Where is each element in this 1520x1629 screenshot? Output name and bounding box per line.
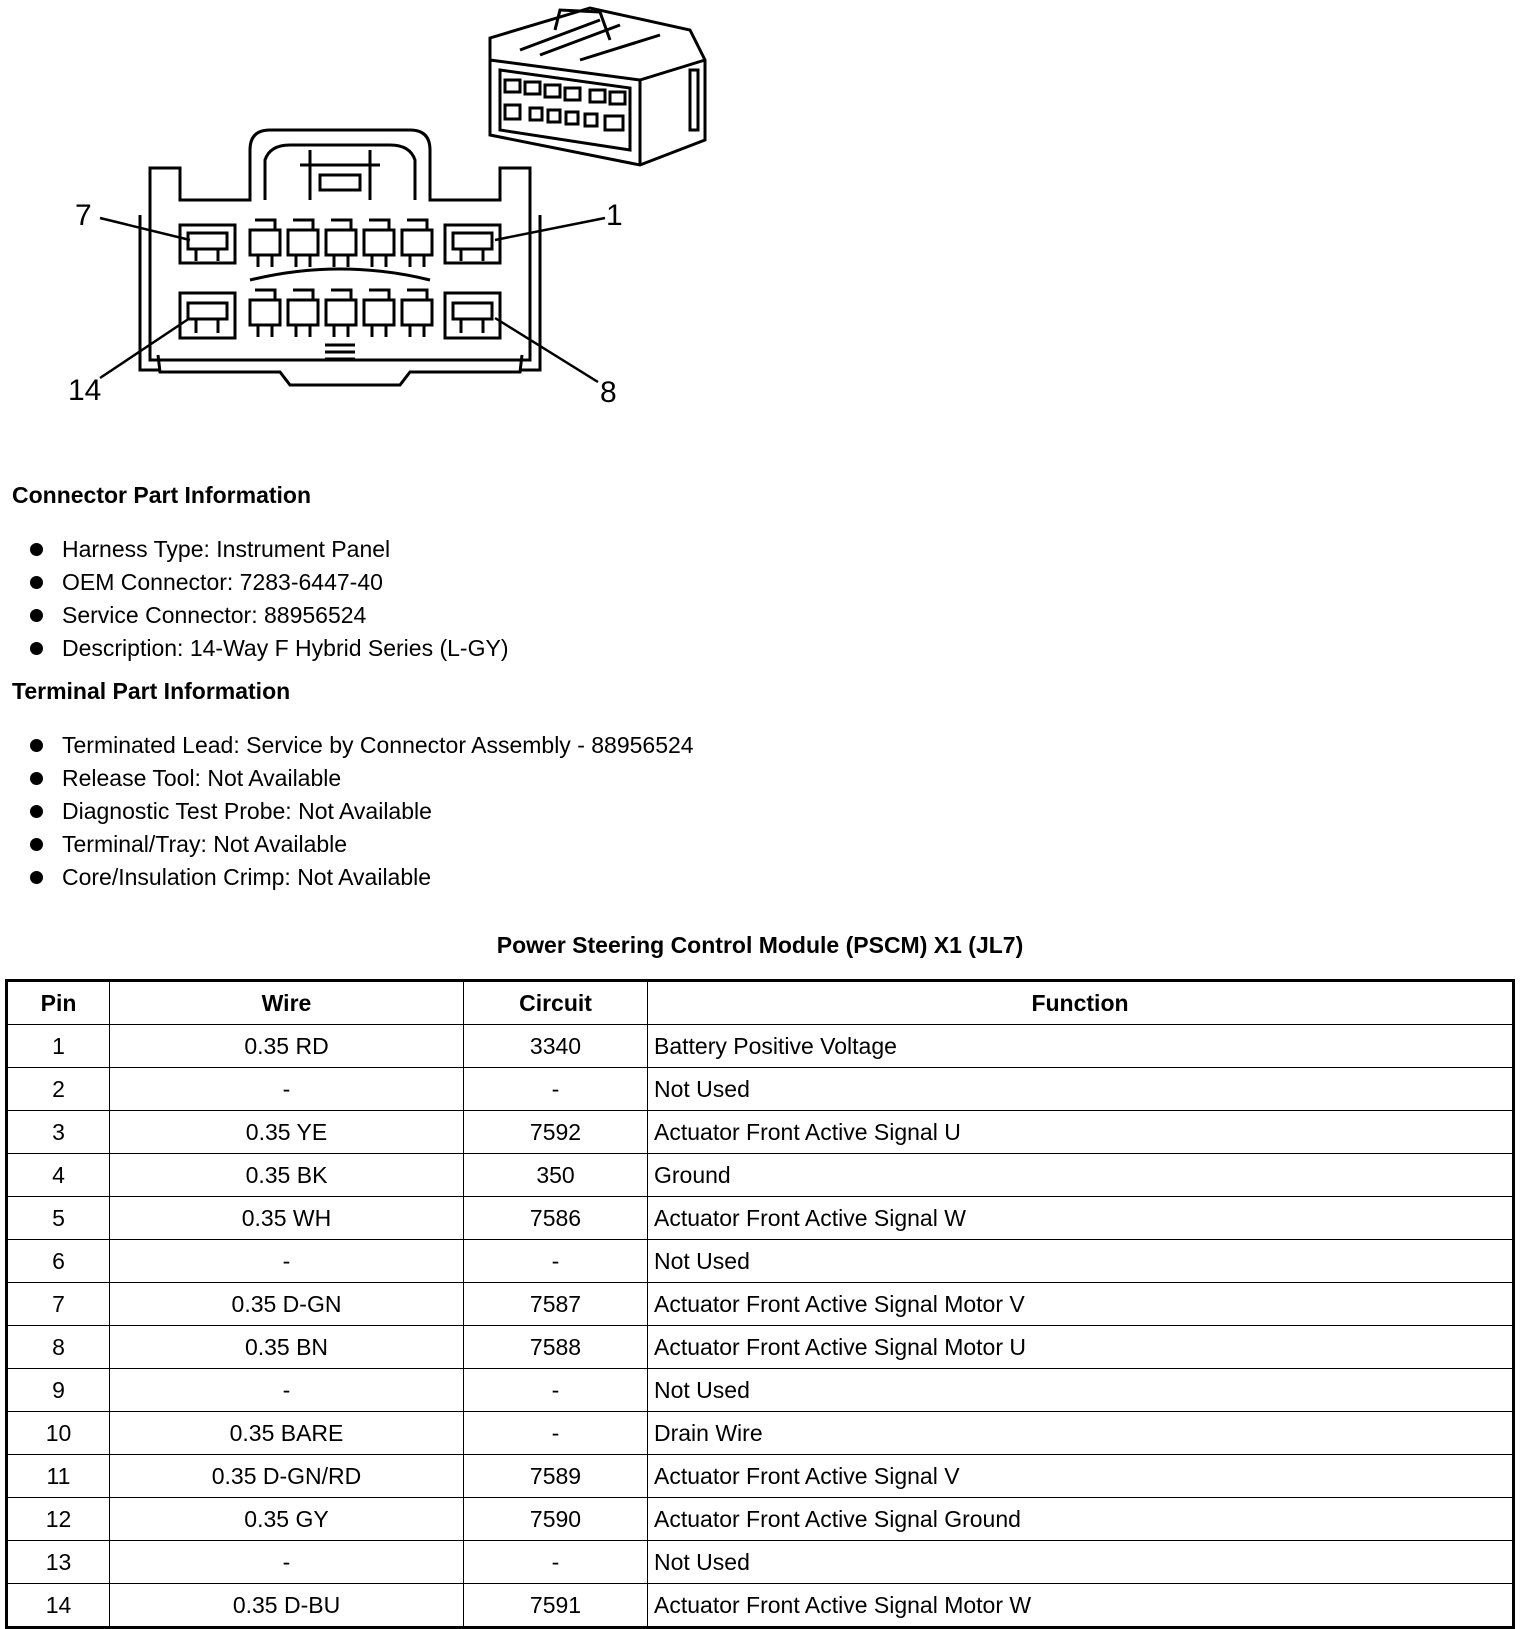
cell-function: Actuator Front Active Signal Motor V — [648, 1283, 1514, 1326]
table-title: Power Steering Control Module (PSCM) X1 (JL7) — [496, 932, 1024, 958]
table-row — [7, 1240, 1514, 1283]
cell-circuit: 7592 — [464, 1111, 648, 1154]
cell-wire: 0.35 YE — [110, 1111, 464, 1154]
cell-circuit: 7587 — [464, 1283, 648, 1326]
cell-circuit: - — [464, 1068, 648, 1111]
cell-wire: 0.35 BARE — [110, 1412, 464, 1455]
table-row — [7, 1326, 1514, 1369]
cell-function: Actuator Front Active Signal Motor U — [648, 1326, 1514, 1369]
table-header-row — [7, 981, 1514, 1025]
cell-pin: 4 — [7, 1154, 110, 1197]
pin-label-14: 14 — [68, 374, 102, 407]
cell-pin: 9 — [7, 1369, 110, 1412]
cell-pin: 1 — [7, 1025, 110, 1068]
cell-function: Not Used — [648, 1369, 1514, 1412]
connector-diagram — [60, 0, 740, 420]
cell-pin: 5 — [7, 1197, 110, 1240]
table-row — [7, 1584, 1514, 1628]
cell-function: Actuator Front Active Signal Motor W — [648, 1584, 1514, 1628]
list-item: Terminal/Tray: Not Available — [30, 828, 694, 861]
table-body — [7, 1025, 1514, 1628]
cell-function: Actuator Front Active Signal V — [648, 1455, 1514, 1498]
cell-function: Actuator Front Active Signal U — [648, 1111, 1514, 1154]
cell-pin: 2 — [7, 1068, 110, 1111]
list-item: OEM Connector: 7283-6447-40 — [30, 566, 508, 599]
cell-pin: 10 — [7, 1412, 110, 1455]
cell-wire: 0.35 D-BU — [110, 1584, 464, 1628]
cell-function: Not Used — [648, 1541, 1514, 1584]
cell-function: Ground — [648, 1154, 1514, 1197]
table-row — [7, 1197, 1514, 1240]
cell-function: Battery Positive Voltage — [648, 1025, 1514, 1068]
cell-wire: 0.35 D-GN/RD — [110, 1455, 464, 1498]
table-row — [7, 1025, 1514, 1068]
pin-label-1: 1 — [606, 199, 623, 232]
cell-wire: 0.35 RD — [110, 1025, 464, 1068]
cell-circuit: 7590 — [464, 1498, 648, 1541]
cell-circuit: 7591 — [464, 1584, 648, 1628]
cell-wire: 0.35 D-GN — [110, 1283, 464, 1326]
list-item: Core/Insulation Crimp: Not Available — [30, 861, 694, 894]
cell-pin: 6 — [7, 1240, 110, 1283]
cell-pin: 7 — [7, 1283, 110, 1326]
list-item: Terminated Lead: Service by Connector Assembly - 88956524 — [30, 729, 694, 762]
cell-wire: - — [110, 1541, 464, 1584]
cell-circuit: 7588 — [464, 1326, 648, 1369]
cell-circuit: 7586 — [464, 1197, 648, 1240]
connector-info-list — [30, 533, 508, 665]
column-header-wire: Wire — [110, 981, 464, 1025]
cell-function: Actuator Front Active Signal Ground — [648, 1498, 1514, 1541]
cell-circuit: - — [464, 1412, 648, 1455]
cell-wire: 0.35 WH — [110, 1197, 464, 1240]
cell-pin: 8 — [7, 1326, 110, 1369]
cell-function: Not Used — [648, 1068, 1514, 1111]
cell-function: Actuator Front Active Signal W — [648, 1197, 1514, 1240]
cell-wire: - — [110, 1369, 464, 1412]
cell-pin: 11 — [7, 1455, 110, 1498]
table-row — [7, 1068, 1514, 1111]
cell-wire: 0.35 BK — [110, 1154, 464, 1197]
table-row — [7, 1412, 1514, 1455]
cell-pin: 12 — [7, 1498, 110, 1541]
cell-wire: - — [110, 1240, 464, 1283]
cell-circuit: - — [464, 1369, 648, 1412]
table-row — [7, 1111, 1514, 1154]
column-header-pin: Pin — [7, 981, 110, 1025]
pin-label-7: 7 — [75, 199, 92, 232]
table-row — [7, 1455, 1514, 1498]
table-row — [7, 1498, 1514, 1541]
connector-front-view — [140, 130, 540, 385]
cell-pin: 3 — [7, 1111, 110, 1154]
list-item: Service Connector: 88956524 — [30, 599, 508, 632]
list-item: Release Tool: Not Available — [30, 762, 694, 795]
pin-table — [5, 979, 1515, 1629]
connector-info-heading: Connector Part Information — [12, 482, 312, 508]
pin-label-8: 8 — [600, 376, 617, 409]
cell-wire: 0.35 GY — [110, 1498, 464, 1541]
cell-circuit: 350 — [464, 1154, 648, 1197]
column-header-circuit: Circuit — [464, 981, 648, 1025]
list-item: Harness Type: Instrument Panel — [30, 533, 508, 566]
terminal-info-list — [30, 729, 694, 894]
list-item: Description: 14-Way F Hybrid Series (L-GY) — [30, 632, 508, 665]
list-item: Diagnostic Test Probe: Not Available — [30, 795, 694, 828]
column-header-function: Function — [648, 981, 1514, 1025]
cell-circuit: 3340 — [464, 1025, 648, 1068]
cell-circuit: - — [464, 1541, 648, 1584]
cell-circuit: 7589 — [464, 1455, 648, 1498]
cell-circuit: - — [464, 1240, 648, 1283]
cell-wire: 0.35 BN — [110, 1326, 464, 1369]
cell-function: Drain Wire — [648, 1412, 1514, 1455]
cell-pin: 14 — [7, 1584, 110, 1628]
table-row — [7, 1283, 1514, 1326]
cell-function: Not Used — [648, 1240, 1514, 1283]
cell-wire: - — [110, 1068, 464, 1111]
table-row — [7, 1154, 1514, 1197]
table-row — [7, 1541, 1514, 1584]
connector-3d-view — [490, 8, 705, 165]
terminal-info-heading: Terminal Part Information — [12, 678, 291, 704]
cell-pin: 13 — [7, 1541, 110, 1584]
table-row — [7, 1369, 1514, 1412]
